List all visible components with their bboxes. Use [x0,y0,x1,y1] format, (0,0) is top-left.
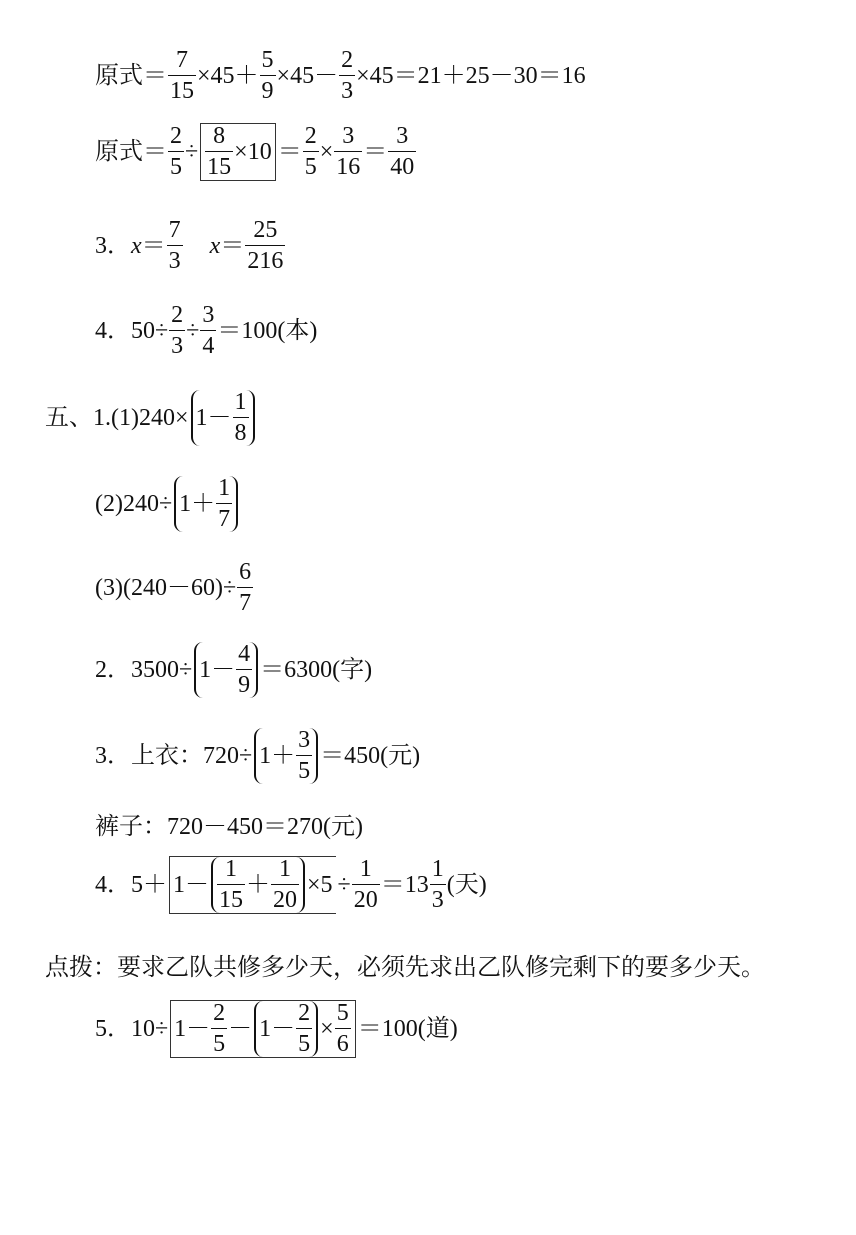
text: × [319,139,334,166]
numerator: 1 [359,856,372,882]
fraction [296,1001,312,1057]
fraction [271,857,299,913]
denominator: 5 [170,154,182,181]
denominator: 3 [431,887,444,914]
denominator: 5 [213,1031,226,1058]
denominator: 9 [261,78,274,105]
numerator: 2 [213,1000,226,1026]
denominator: 20 [273,887,297,914]
numerator: 5 [336,1000,349,1026]
numerator: 25 [253,217,278,243]
text: ÷ [185,139,199,166]
parenthesis-group [254,728,318,784]
numerator: 3 [342,123,355,149]
text: 原式＝ [95,139,167,166]
denominator: 5 [298,758,311,785]
fraction [167,218,183,274]
fraction-bar [339,75,355,76]
fraction-bar [296,1028,312,1029]
numerator: 6 [239,559,252,585]
denominator: 15 [219,887,243,914]
numerator: 1 [225,856,237,882]
numerator: 2 [304,123,317,149]
denominator: 8 [234,420,247,447]
numerator: 1 [279,856,291,882]
denominator: 9 [238,672,251,699]
numerator: 7 [168,217,181,243]
fraction [237,560,253,616]
numerator: 2 [341,47,354,73]
fraction [169,303,185,359]
text: ×45＋ [197,63,259,90]
fraction [334,124,362,180]
denominator: 3 [341,78,354,105]
text: － [228,1016,253,1043]
text: 4．5＋ [95,872,167,899]
fraction [303,124,319,180]
text: ＝13 [380,872,429,899]
hint-line [45,956,765,980]
fraction [205,124,233,180]
fraction-bar [217,884,245,885]
numerator: 8 [213,123,226,149]
text: ×5 [307,872,333,899]
text: 3．上衣：720÷ [95,743,253,770]
equation-line-11 [95,856,487,914]
numerator: 1 [431,856,444,882]
parenthesis-group [254,1001,318,1057]
fraction-bar [167,245,183,246]
fraction-bar [430,884,446,885]
variable: x [131,233,142,260]
fraction [335,1001,351,1057]
text: 1－ [173,872,209,899]
denominator: 40 [390,154,415,181]
fraction-bar [237,587,253,588]
equation-line-9 [95,728,420,784]
fraction-bar [233,417,249,418]
text: ＝ [141,233,166,260]
square-bracket-group [200,123,276,181]
fraction [211,1001,227,1057]
fraction [216,476,232,532]
fraction [236,642,252,698]
text: 裤子：720－450＝270(元) [95,814,363,840]
fraction [260,48,276,104]
text: ÷ [186,318,200,345]
text: ＝ [220,233,245,260]
text: 五、1.(1)240× [45,405,189,432]
fraction-bar [296,755,312,756]
fraction-bar [211,1028,227,1029]
fraction-bar [236,669,252,670]
parenthesis-group [211,857,305,913]
fraction [430,857,446,913]
fraction [233,390,249,446]
denominator: 216 [247,248,284,275]
parenthesis-group [194,642,258,698]
text: 2．3500÷ [95,657,193,684]
text: ＝450(元) [320,743,421,770]
text: 1－ [195,405,232,432]
fraction-bar [388,151,416,152]
fraction-bar [303,151,319,152]
denominator: 5 [298,1031,311,1058]
text: 1－ [259,1016,296,1043]
equation-line-4 [95,303,317,359]
text: 原式＝ [95,63,167,90]
text: ＝100(道) [357,1016,458,1043]
fraction [200,303,216,359]
text: ＋ [246,872,270,899]
text: ＝6300(字) [260,657,373,684]
equation-line-8 [95,642,372,698]
text: ×45＝21＋25－30＝16 [356,63,586,90]
text: ÷ [337,872,351,899]
equation-line-13 [95,1000,458,1058]
text: 4．50÷ [95,318,169,345]
numerator: 3 [202,302,215,328]
fraction [245,218,285,274]
denominator: 15 [207,154,232,181]
numerator: 2 [171,302,184,328]
denominator: 16 [336,154,361,181]
numerator: 2 [170,123,182,149]
fraction [217,857,245,913]
numerator: 1 [234,389,247,415]
denominator: 7 [218,506,231,533]
numerator: 3 [396,123,409,149]
fraction-bar [168,75,196,76]
text: ×10 [234,139,272,166]
numerator: 4 [238,641,251,667]
equation-line-6 [95,476,240,532]
text: (2)240÷ [95,491,173,518]
text: ＝ [363,139,388,166]
fraction [168,124,184,180]
fraction-bar [352,884,380,885]
numerator: 7 [176,47,188,73]
text: 5．10÷ [95,1016,169,1043]
text: ＝100(本) [217,318,318,345]
numerator: 2 [298,1000,311,1026]
text: (3)(240－60)÷ [95,575,237,602]
numerator: 5 [261,47,274,73]
fraction-bar [200,330,216,331]
numerator: 1 [218,475,231,501]
text: 点拨：要求乙队共修多少天，必须先求出乙队修完剩下的要多少天。 [45,955,765,981]
equation-line-5 [45,390,257,446]
fraction [352,857,380,913]
text: ×45－ [276,63,339,90]
fraction-bar [216,503,232,504]
text: 1＋ [179,491,216,518]
equation-line-7 [95,560,254,616]
fraction-bar [169,330,185,331]
equation-line-10 [95,815,363,839]
text: 1＋ [259,743,296,770]
parenthesis-group [174,476,238,532]
denominator: 5 [304,154,317,181]
text: 1－ [199,657,236,684]
text: (天) [446,872,487,899]
parenthesis-group [191,390,255,446]
equation-line-2 [95,123,417,181]
fraction [296,728,312,784]
text: 3． [95,233,131,260]
fraction-bar [334,151,362,152]
fraction-bar [271,884,299,885]
square-bracket-group [169,856,336,914]
fraction-bar [335,1028,351,1029]
fraction-bar [168,151,184,152]
text: 1－ [174,1016,211,1043]
denominator: 4 [202,333,215,360]
equation-line-1 [95,48,586,104]
denominator: 7 [239,590,252,617]
denominator: 15 [170,78,194,105]
denominator: 6 [336,1031,349,1058]
variable: x [209,233,221,260]
fraction-bar [205,151,233,152]
denominator: 3 [168,248,181,275]
text: ＝ [277,139,302,166]
denominator: 3 [171,333,184,360]
equation-line-3 [95,218,286,274]
fraction-bar [260,75,276,76]
fraction [388,124,416,180]
square-bracket-group [170,1000,356,1058]
denominator: 20 [353,887,378,914]
fraction [339,48,355,104]
numerator: 3 [298,727,311,753]
text: × [320,1016,334,1043]
fraction-bar [245,245,285,246]
fraction [168,48,196,104]
